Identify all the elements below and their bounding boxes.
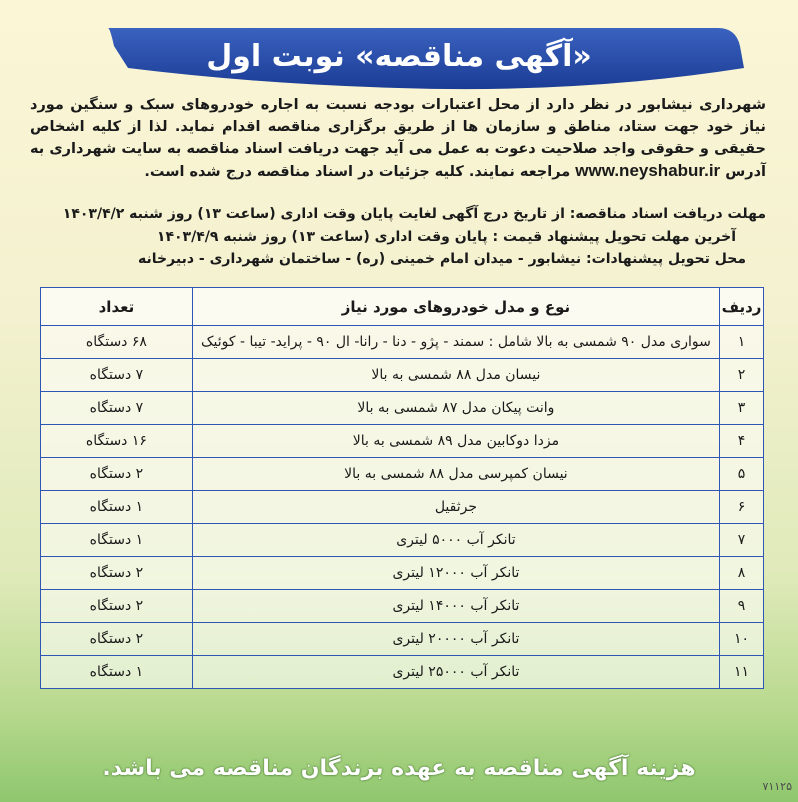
row-number: ۸	[720, 557, 764, 590]
row-number: ۶	[720, 491, 764, 524]
row-number: ۷	[720, 524, 764, 557]
row-quantity: ۶۸ دستگاه	[41, 326, 193, 359]
table-row	[41, 557, 764, 590]
vehicles-table	[40, 287, 764, 689]
header-vehicle-type: نوع و مدل خودروهای مورد نیاز	[192, 288, 719, 326]
delivery-location: محل تحویل پیشنهادات: نیشابور - میدان امام خمینی (ره) - ساختمان شهرداری - دبیرخانه	[138, 251, 746, 267]
vehicles-table-wrapper	[40, 287, 764, 689]
row-description: جرثقیل	[192, 491, 719, 524]
page-title: «آگهی مناقصه» نوبت اول	[206, 39, 592, 74]
row-quantity: ۲ دستگاه	[41, 590, 193, 623]
row-number: ۹	[720, 590, 764, 623]
table-row	[41, 623, 764, 656]
row-description: سواری مدل ۹۰ شمسی به بالا شامل : سمند - پژو - دنا - رانا- ال ۹۰ - پراید- تیبا - کوئیک	[192, 326, 719, 359]
table-row	[41, 326, 764, 359]
row-quantity: ۲ دستگاه	[41, 557, 193, 590]
table-row	[41, 425, 764, 458]
table-row	[41, 524, 764, 557]
row-quantity: ۷ دستگاه	[41, 392, 193, 425]
ad-code: ۷۱۱۲۵	[762, 780, 792, 793]
row-number: ۵	[720, 458, 764, 491]
row-description: تانکر آب ۱۴۰۰۰ لیتری	[192, 590, 719, 623]
row-description: مزدا دوکابین مدل ۸۹ شمسی به بالا	[192, 425, 719, 458]
row-quantity: ۷ دستگاه	[41, 359, 193, 392]
row-description: تانکر آب ۲۰۰۰۰ لیتری	[192, 623, 719, 656]
row-description: تانکر آب ۵۰۰۰ لیتری	[192, 524, 719, 557]
row-number: ۴	[720, 425, 764, 458]
row-description: نیسان کمپرسی مدل ۸۸ شمسی به بالا	[192, 458, 719, 491]
table-row	[41, 392, 764, 425]
table-row	[41, 359, 764, 392]
row-number: ۱۱	[720, 656, 764, 689]
table-row	[41, 656, 764, 689]
row-description: تانکر آب ۱۲۰۰۰ لیتری	[192, 557, 719, 590]
row-description: نیسان مدل ۸۸ شمسی به بالا	[192, 359, 719, 392]
row-quantity: ۲ دستگاه	[41, 623, 193, 656]
header-row-number: ردیف	[720, 288, 764, 326]
table-row	[41, 458, 764, 491]
row-quantity: ۱۶ دستگاه	[41, 425, 193, 458]
header-count: تعداد	[41, 288, 193, 326]
row-description: تانکر آب ۲۵۰۰۰ لیتری	[192, 656, 719, 689]
row-quantity: ۱ دستگاه	[41, 491, 193, 524]
table-row	[41, 590, 764, 623]
row-number: ۳	[720, 392, 764, 425]
intro-text-after-url: مراجعه نمایند. کلیه جزئیات در اسناد مناقصه درج شده است.	[144, 164, 571, 180]
row-number: ۲	[720, 359, 764, 392]
row-quantity: ۱ دستگاه	[41, 656, 193, 689]
table-header-row	[41, 288, 764, 326]
intro-text-before-url: شهرداری نیشابور در نظر دارد از محل اعتبارات بودجه نسبت به اجاره خودروهای سبک و سنگین مورد نیاز خود جهت ستاد، مناطق و سازمان ها از طریق برگزاری مناقصه اقدام نماید. لذا از کلیه اشخاص حقیقی و حقوقی واجد صلاحیت دعوت به عمل می آید جهت دریافت اسناد مناقصه به سایت شهرداری به آدرس	[30, 97, 766, 180]
row-description: وانت پیکان مدل ۸۷ شمسی به بالا	[192, 392, 719, 425]
website-url[interactable]: www.neyshabur.ir	[575, 161, 721, 180]
deadline-bids: آخرین مهلت تحویل پیشنهاد قیمت : پایان وقت اداری (ساعت ۱۳) روز شنبه ۱۴۰۳/۴/۹	[156, 229, 736, 245]
row-quantity: ۲ دستگاه	[41, 458, 193, 491]
row-number: ۱۰	[720, 623, 764, 656]
table-row	[41, 491, 764, 524]
intro-paragraph	[30, 94, 766, 183]
deadline-documents: مهلت دریافت اسناد مناقصه: از تاریخ درج آگهی لغایت پایان وقت اداری (ساعت ۱۳) روز شنبه ۱۴۰۳/۴/۲	[62, 206, 766, 222]
footer-notice: هزینه آگهی مناقصه به عهده برندگان مناقصه می باشد.	[102, 756, 696, 781]
row-number: ۱	[720, 326, 764, 359]
row-quantity: ۱ دستگاه	[41, 524, 193, 557]
